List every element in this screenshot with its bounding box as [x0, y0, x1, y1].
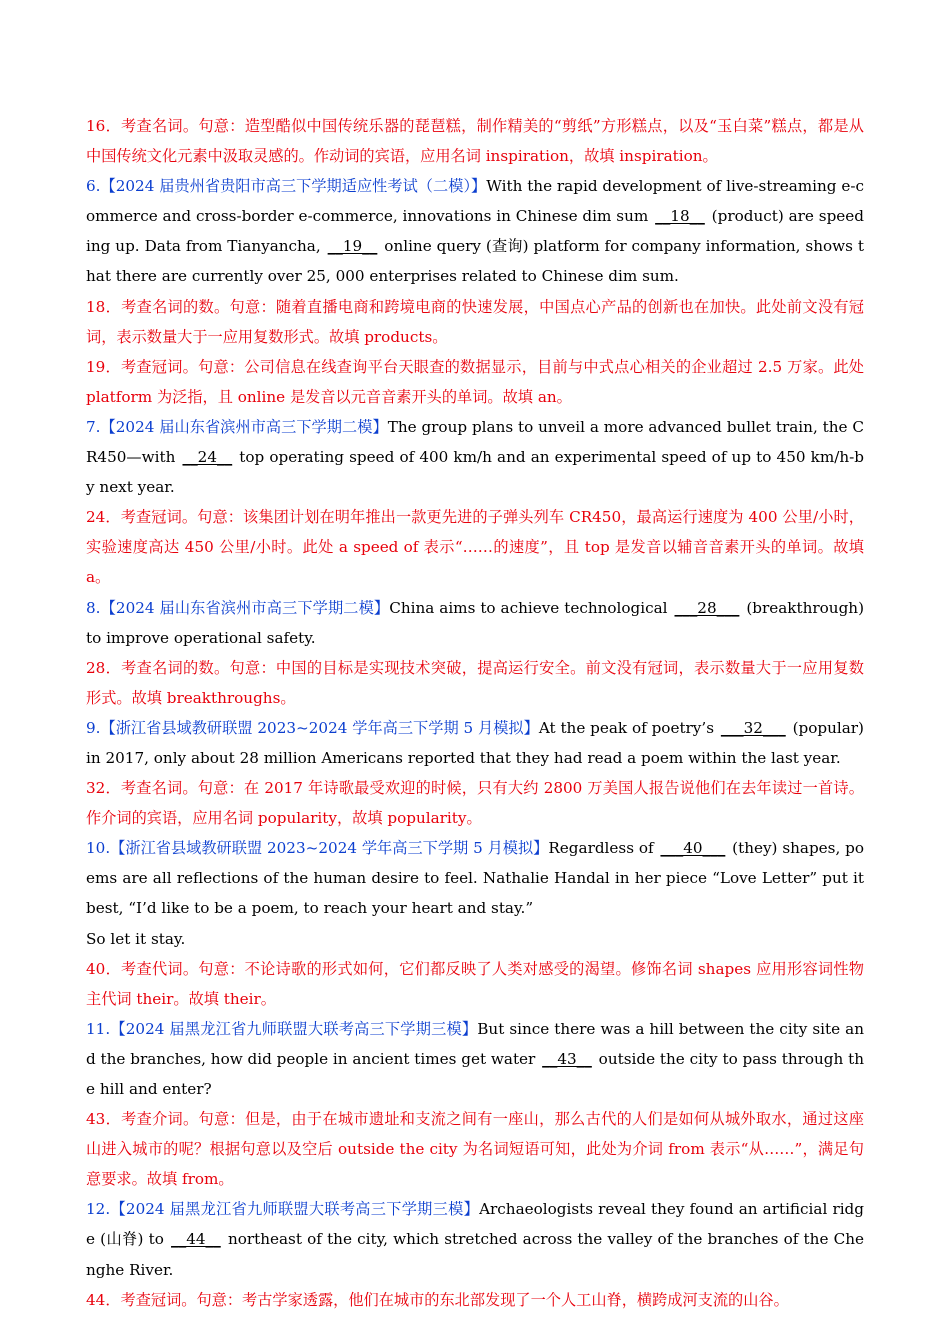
question-text: Archaeologists reveal they found an artificial ridge (山脊) to — [86, 1200, 865, 1249]
question-source: 【浙江省县域教研联盟 2023~2024 学年高三下学期 5 月模拟】 — [110, 839, 549, 858]
question-12 — [86, 1194, 864, 1284]
answer-43: 43．考查介词。句意：但是，由于在城市遗址和支流之间有一座山，那么古代的人们是如何从城外取水，通过这座山进入城市的呢？根据句意以及空后 outside the city 为名词短语可知，此处为介词 from 表示“从……”，满足句意要求。故填 from。 — [86, 1110, 864, 1189]
answer-16: 16．考查名词。句意：造型酷似中国传统乐器的琵琶糕，制作精美的“剪纸”方形糕点，以及“玉白菜”糕点，都是从中国传统文化元素中汲取灵感的。作动词的宾语，应用名词 inspiration，故填 inspiration。 — [86, 117, 864, 166]
question-text: Regardless of — [548, 839, 659, 858]
question-source: 【浙江省县域教研联盟 2023~2024 学年高三下学期 5 月模拟】 — [100, 718, 539, 737]
question-number: 11. — [86, 1019, 111, 1038]
blank-19: __19__ — [327, 237, 378, 256]
question-6 — [86, 171, 864, 291]
question-number: 9. — [86, 718, 101, 737]
question-8 — [86, 593, 864, 653]
question-source: 【2024 届山东省滨州市高三下学期二模】 — [100, 598, 390, 617]
question-text: top operating speed of 400 km/h and an experimental speed of up to 450 km/h-by next year. — [86, 448, 864, 497]
blank-44: __44__ — [171, 1230, 221, 1249]
document-page — [86, 111, 864, 1315]
blank-18: __18__ — [655, 207, 705, 226]
question-7 — [86, 412, 864, 502]
answer-44: 44．考查冠词。句意：考古学家透露，他们在城市的东北部发现了一个人工山脊，横跨成河支流的山谷。 — [86, 1290, 789, 1309]
question-9 — [86, 713, 864, 773]
answer-32: 32．考查名词。句意：在 2017 年诗歌最受欢迎的时候，只有大约 2800 万美国人报告说他们在去年读过一首诗。作介词的宾语，应用名词 popularity，故填 popularity。 — [86, 779, 864, 828]
answer-19: 19．考查冠词。句意：公司信息在线查询平台天眼查的数据显示，目前与中式点心相关的企业超过 2.5 万家。此处 platform 为泛指，且 online 是发音以元音音素开头的单词。故填 an。 — [86, 357, 864, 406]
answer-24: 24．考查冠词。句意：该集团计划在明年推出一款更先进的子弹头列车 CR450，最高运行速度为 400 公里/小时，实验速度高达 450 公里/小时。此处 a speed of 表示“……的速度”，且 top 是发音以辅音音素开头的单词。故填 a。 — [86, 508, 864, 587]
question-11 — [86, 1014, 864, 1104]
question-number: 7. — [86, 417, 101, 436]
question-text: (breakthrough) to improve operational safety. — [86, 598, 864, 647]
answer-18: 18．考查名词的数。句意：随着直播电商和跨境电商的快速发展，中国点心产品的创新也在加快。此处前文没有冠词，表示数量大于一应用复数形式。故填 products。 — [86, 297, 864, 346]
question-source: 【2024 届山东省滨州市高三下学期二模】 — [100, 417, 388, 436]
question-number: 8. — [86, 598, 101, 617]
plain-text-line: So let it stay. — [86, 929, 186, 948]
question-text: (popular) in 2017, only about 28 million Americans reported that they had read a poem within the last year. — [86, 718, 864, 767]
question-text: But since there was a hill between the city site and the branches, how did people in ancient times get water — [86, 1019, 864, 1068]
question-number: 6. — [86, 177, 101, 196]
blank-28: ___28___ — [674, 598, 740, 617]
question-number: 12. — [86, 1200, 111, 1219]
question-number: 10. — [86, 839, 111, 858]
question-source: 【2024 届黑龙江省九师联盟大联考高三下学期三模】 — [110, 1200, 480, 1219]
question-source: 【2024 届贵州省贵阳市高三下学期适应性考试（二模）】 — [100, 177, 487, 196]
question-text: With the rapid development of live-streaming e-commerce and cross-border e-commerce, innovations in Chinese dim sum — [86, 177, 864, 226]
question-text: At the peak of poetry’s — [538, 718, 719, 737]
answer-40: 40．考查代词。句意：不论诗歌的形式如何，它们都反映了人类对感受的渴望。修饰名词 shapes 应用形容词性物主代词 their。故填 their。 — [86, 959, 864, 1008]
question-text: outside the city to pass through the hill and enter? — [86, 1049, 865, 1098]
answer-28: 28．考查名词的数。句意：中国的目标是实现技术突破，提高运行安全。前文没有冠词，表示数量大于一应用复数形式。故填 breakthroughs。 — [86, 658, 864, 707]
question-text: The group plans to unveil a more advanced bullet train, the CR450—with — [86, 417, 864, 467]
question-text: online query (查询) platform for company information, shows that there are currently over 25, 000 enterprises related to Chinese dim sum. — [86, 237, 864, 286]
blank-32: ___32___ — [720, 718, 786, 737]
question-source: 【2024 届黑龙江省九师联盟大联考高三下学期三模】 — [110, 1019, 478, 1038]
question-text: northeast of the city, which stretched across the valley of the branches of the Chenghe River. — [86, 1230, 864, 1279]
blank-43: __43__ — [542, 1049, 592, 1068]
question-text: China aims to achieve technological — [389, 598, 673, 617]
blank-24: __24__ — [182, 448, 233, 467]
blank-40: ___40___ — [660, 839, 726, 858]
question-10 — [86, 833, 864, 923]
question-text: (they) shapes, poems are all reflections of the human desire to feel. Nathalie Handal in her piece “Love Letter” put it best, “I’d like to be a poem, to reach your heart and stay.” — [86, 839, 864, 918]
question-text: (product) are speeding up. Data from Tianyancha, — [86, 207, 864, 256]
